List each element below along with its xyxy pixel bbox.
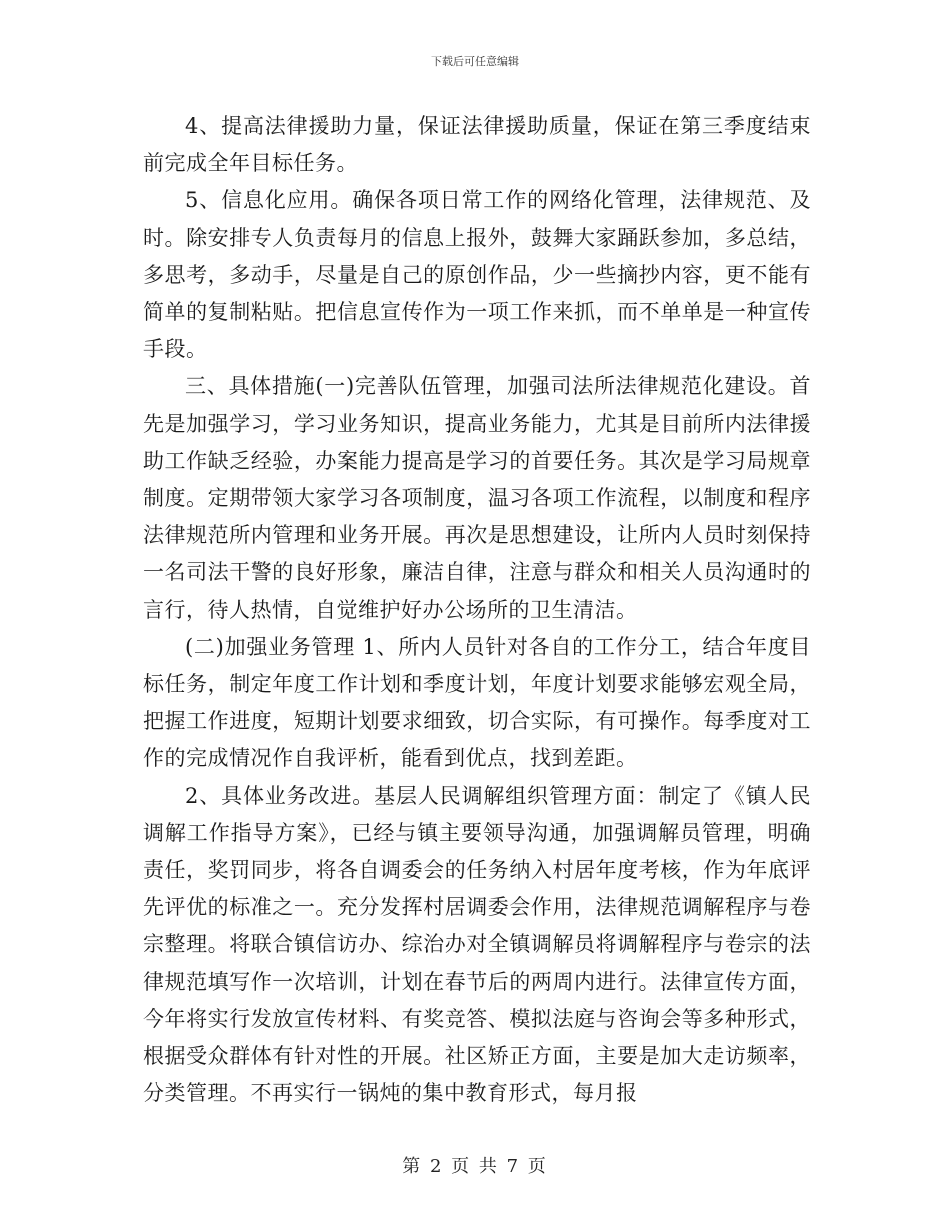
paragraph-business-improvement: 2、具体业务改进。基层人民调解组织管理方面：制定了《镇人民调解工作指导方案》，已经与镇主要领导沟通，加强调解员管理，明确责任，奖罚同步，将各自调委会的任务纳入村居年度考核，作为年底评先评优的标准之一。充分发挥村居调委会作用，法律规范调解程序与卷宗整理。将联合镇信访办、综治办对全镇调解员将调解程序与卷宗的法律规范填写作一次培训，计划在春节后的两周内进行。法律宣传方面，今年将实行发放宣传材料、有奖竞答、模拟法庭与咨询会等多种形式，根据受众群体有针对性的开展。社区矫正方面，主要是加大走访频率，分类管理。不再实行一锅炖的集中教育形式，每月报: [143, 783, 811, 1106]
paragraph-item-4: 4、提高法律援助力量，保证法律援助质量，保证在第三季度结束前完成全年目标任务。: [143, 114, 811, 176]
document-body: [143, 108, 811, 1112]
paragraph-measures: 三、具体措施(一)完善队伍管理，加强司法所法律规范化建设。首先是加强学习，学习业务知识，提高业务能力，尤其是目前所内法律援助工作缺乏经验，办案能力提高是学习的首要任务。其次是学习局规章制度。定期带领大家学习各项制度，温习各项工作流程，以制度和程序法律规范所内管理和业务开展。再次是思想建设，让所内人员时刻保持一名司法干警的良好形象，廉洁自律，注意与群众和相关人员沟通时的言行，待人热情，自觉维护好办公场所的卫生清洁。: [143, 374, 811, 622]
page-header: 下载后可任意编辑: [431, 55, 519, 68]
paragraph-item-5: 5、信息化应用。确保各项日常工作的网络化管理，法律规范、及时。除安排专人负责每月的信息上报外，鼓舞大家踊跃参加，多总结，多思考，多动手，尽量是自己的原创作品，少一些摘抄内容，更不能有简单的复制粘贴。把信息宣传作为一项工作来抓，而不单单是一种宣传手段。: [143, 188, 811, 362]
page-number: 第 2 页 共 7 页: [402, 1156, 548, 1177]
paragraph-business-management: (二)加强业务管理 1、所内人员针对各自的工作分工，结合年度目标任务，制定年度工作计划和季度计划，年度计划要求能够宏观全局，把握工作进度，短期计划要求细致，切合实际，有可操作。每季度对工作的完成情况作自我评析，能看到优点，找到差距。: [143, 634, 811, 771]
